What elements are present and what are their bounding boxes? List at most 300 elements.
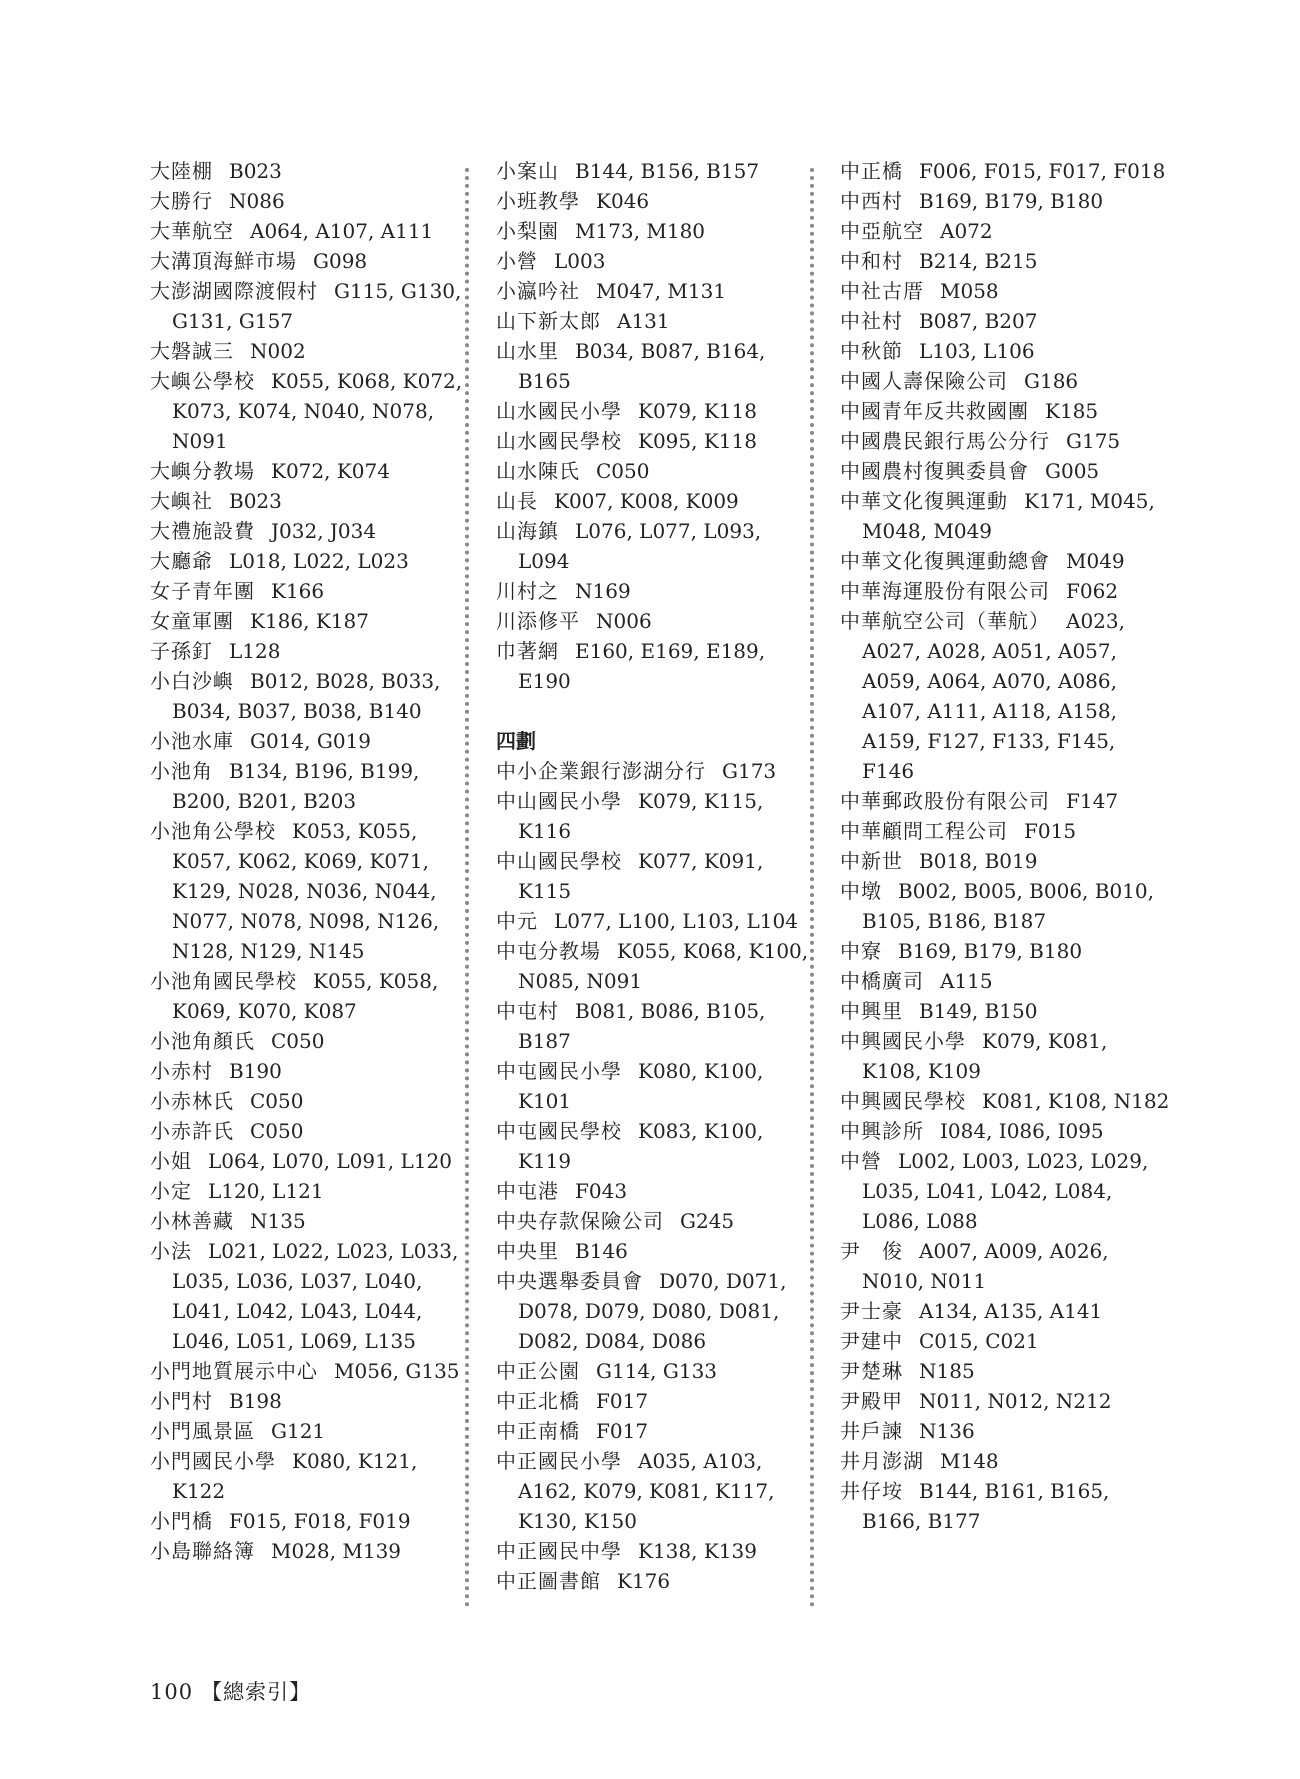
index-references: K055, K058, K069, K070, K087 — [172, 969, 439, 1023]
index-entry — [150, 1206, 470, 1236]
index-term: 中央里 — [496, 1239, 559, 1263]
index-column-2 — [496, 156, 816, 1596]
index-references: L002, L003, L023, L029, L035, L041, L042, L084, L086, L088 — [862, 1149, 1149, 1233]
index-term: 小班教學 — [496, 189, 580, 213]
index-references: B144, B156, B157 — [575, 159, 760, 183]
index-term: 大禮施設費 — [150, 519, 255, 543]
index-references: F062 — [1066, 579, 1119, 603]
index-entry — [150, 726, 470, 756]
index-term: 中興國民學校 — [840, 1089, 966, 1113]
index-term: 中華航空公司（華航） — [840, 609, 1050, 633]
index-entry — [496, 1056, 816, 1116]
index-entry — [840, 1026, 1170, 1086]
index-entry — [150, 576, 470, 606]
index-term: 中西村 — [840, 189, 903, 213]
index-entry — [496, 636, 816, 696]
index-term: 中華海運股份有限公司 — [840, 579, 1050, 603]
index-entry — [150, 1236, 470, 1356]
index-term: 小赤許氏 — [150, 1119, 234, 1143]
index-entry — [840, 1446, 1170, 1476]
index-entry — [840, 366, 1170, 396]
index-references: K055, K068, K100, N085, N091 — [518, 939, 809, 993]
index-entry — [150, 1536, 470, 1566]
index-term: 小池角國民學校 — [150, 969, 297, 993]
index-term: 子孫釘 — [150, 639, 213, 663]
index-term: 中社村 — [840, 309, 903, 333]
index-entry — [840, 276, 1170, 306]
index-references: K186, K187 — [250, 609, 369, 633]
index-references: M058 — [940, 279, 999, 303]
index-references: A072 — [940, 219, 993, 243]
index-entry — [496, 426, 816, 456]
index-term: 小門國民小學 — [150, 1449, 276, 1473]
index-references: K046 — [596, 189, 650, 213]
index-entry — [840, 186, 1170, 216]
index-references: A035, A103, A162, K079, K081, K117, K130, K150 — [518, 1449, 775, 1533]
index-references: G114, G133 — [596, 1359, 718, 1383]
index-references: K053, K055, K057, K062, K069, K071, K129, N028, N036, N044, N077, N078, N098, N126, N128, N129, N145 — [172, 819, 440, 963]
index-term: 山水國民學校 — [496, 429, 622, 453]
index-references: L064, L070, L091, L120 — [208, 1149, 452, 1173]
index-entry — [150, 1446, 470, 1506]
index-entry — [496, 276, 816, 306]
index-references: N086 — [229, 189, 285, 213]
index-term: 小營 — [496, 249, 538, 273]
index-entry — [496, 1206, 816, 1236]
index-term: 中華郵政股份有限公司 — [840, 789, 1050, 813]
index-term: 小定 — [150, 1179, 192, 1203]
index-entry — [150, 156, 470, 186]
index-entry — [496, 246, 816, 276]
index-references: K055, K068, K072, K073, K074, N040, N078, N091 — [172, 369, 463, 453]
index-references: N136 — [919, 1419, 975, 1443]
index-entry — [150, 216, 470, 246]
index-references: G245 — [680, 1209, 735, 1233]
index-term: 小池角顏氏 — [150, 1029, 255, 1053]
index-entry — [840, 246, 1170, 276]
index-entry — [150, 336, 470, 366]
index-entry — [840, 846, 1170, 876]
index-references: K166 — [271, 579, 325, 603]
index-references: M148 — [940, 1449, 999, 1473]
index-entry — [150, 246, 470, 276]
index-term: 女子青年團 — [150, 579, 255, 603]
index-term: 大陸棚 — [150, 159, 213, 183]
index-term: 小赤林氏 — [150, 1089, 234, 1113]
index-entry — [150, 1116, 470, 1146]
index-term: 中橋廣司 — [840, 969, 924, 993]
index-references: B018, B019 — [919, 849, 1038, 873]
page-footer — [150, 1676, 311, 1706]
index-references: G186 — [1024, 369, 1079, 393]
index-entry — [840, 606, 1170, 786]
index-references: F017 — [596, 1389, 649, 1413]
index-term: 中華文化復興運動 — [840, 489, 1008, 513]
index-entry — [150, 1026, 470, 1056]
index-references: B169, B179, B180 — [919, 189, 1104, 213]
index-references: B034, B087, B164, B165 — [518, 339, 766, 393]
index-entry — [150, 1176, 470, 1206]
index-entry — [840, 336, 1170, 366]
index-entry — [840, 936, 1170, 966]
index-entry — [150, 756, 470, 816]
index-entry — [840, 996, 1170, 1026]
index-entry — [840, 216, 1170, 246]
index-references: M056, G135 — [334, 1359, 460, 1383]
index-entry — [840, 1356, 1170, 1386]
index-entry — [496, 1386, 816, 1416]
index-entry — [840, 1116, 1170, 1146]
index-references: F017 — [596, 1419, 649, 1443]
index-entry — [496, 906, 816, 936]
index-term: 中亞航空 — [840, 219, 924, 243]
index-term: 尹楚琳 — [840, 1359, 903, 1383]
index-references: N006 — [596, 609, 652, 633]
index-references: B190 — [229, 1059, 282, 1083]
index-references: K072, K074 — [271, 459, 390, 483]
index-entry — [496, 576, 816, 606]
index-entry — [840, 1386, 1170, 1416]
index-entry — [150, 666, 470, 726]
index-entry — [150, 486, 470, 516]
index-term: 大華航空 — [150, 219, 234, 243]
index-entry — [496, 456, 816, 486]
index-references: K095, K118 — [638, 429, 757, 453]
index-term: 小池角 — [150, 759, 213, 783]
index-references: K083, K100, K119 — [518, 1119, 764, 1173]
index-references: B144, B161, B165, B166, B177 — [862, 1479, 1110, 1533]
index-references: C015, C021 — [919, 1329, 1039, 1353]
index-term: 小姐 — [150, 1149, 192, 1173]
index-term: 中央存款保險公司 — [496, 1209, 664, 1233]
index-entry — [496, 1536, 816, 1566]
index-entry — [840, 1236, 1170, 1296]
index-term: 山下新太郎 — [496, 309, 601, 333]
index-term: 中華文化復興運動總會 — [840, 549, 1050, 573]
index-term: 尹建中 — [840, 1329, 903, 1353]
index-term: 中正國民小學 — [496, 1449, 622, 1473]
index-entry — [150, 186, 470, 216]
index-term: 中正國民中學 — [496, 1539, 622, 1563]
index-term: 中墩 — [840, 879, 882, 903]
index-references: K079, K118 — [638, 399, 757, 423]
index-references: B023 — [229, 159, 282, 183]
index-entry — [150, 516, 470, 546]
index-term: 大勝行 — [150, 189, 213, 213]
index-references: K079, K115, K116 — [518, 789, 764, 843]
index-references: I084, I086, I095 — [940, 1119, 1104, 1143]
index-references: G098 — [313, 249, 368, 273]
index-term: 大磐誠三 — [150, 339, 234, 363]
index-entry — [150, 636, 470, 666]
index-term: 中國農民銀行馬公分行 — [840, 429, 1050, 453]
index-term: 中元 — [496, 909, 538, 933]
index-entry — [840, 486, 1170, 546]
index-term: 川村之 — [496, 579, 559, 603]
index-term: 中屯村 — [496, 999, 559, 1023]
index-entry — [496, 1416, 816, 1446]
index-entry — [150, 966, 470, 1026]
index-references: F015, F018, F019 — [229, 1509, 411, 1533]
index-references: K176 — [617, 1569, 671, 1593]
index-term: 山水里 — [496, 339, 559, 363]
index-references: K080, K100, K101 — [518, 1059, 764, 1113]
index-entry — [150, 1356, 470, 1386]
index-references: L018, L022, L023 — [229, 549, 409, 573]
index-entry — [496, 1356, 816, 1386]
index-term: 中正圖書館 — [496, 1569, 601, 1593]
index-entry — [840, 786, 1170, 816]
index-references: B149, B150 — [919, 999, 1038, 1023]
index-references: L077, L100, L103, L104 — [554, 909, 798, 933]
index-entry — [150, 1146, 470, 1176]
index-references: K138, K139 — [638, 1539, 757, 1563]
index-entry — [496, 756, 816, 786]
index-entry — [840, 816, 1170, 846]
index-term: 中寮 — [840, 939, 882, 963]
index-term: 中屯分教場 — [496, 939, 601, 963]
index-references: C050 — [250, 1089, 304, 1113]
index-references: C050 — [250, 1119, 304, 1143]
index-term: 小林善藏 — [150, 1209, 234, 1233]
index-references: B012, B028, B033, B034, B037, B038, B140 — [172, 669, 441, 723]
index-entry — [840, 1146, 1170, 1236]
section-label: 【總索引】 — [201, 1680, 312, 1704]
index-references: K077, K091, K115 — [518, 849, 764, 903]
index-references: M173, M180 — [575, 219, 706, 243]
index-term: 川添修平 — [496, 609, 580, 633]
index-term: 山水陳氏 — [496, 459, 580, 483]
index-references: B002, B005, B006, B010, B105, B186, B187 — [862, 879, 1154, 933]
index-references: L003 — [554, 249, 606, 273]
index-entry — [840, 1296, 1170, 1326]
index-references: B146 — [575, 1239, 628, 1263]
index-references: B214, B215 — [919, 249, 1038, 273]
index-references: D070, D071, D078, D079, D080, D081, D082, D084, D086 — [518, 1269, 787, 1353]
index-entry — [150, 1056, 470, 1086]
index-entry — [496, 1566, 816, 1596]
index-entry — [496, 396, 816, 426]
index-entry — [150, 546, 470, 576]
index-references: G005 — [1045, 459, 1100, 483]
index-term: 尹殿甲 — [840, 1389, 903, 1413]
section-heading: 四劃 — [496, 729, 536, 753]
index-references: G115, G130, G131, G157 — [172, 279, 462, 333]
index-references: A115 — [940, 969, 993, 993]
index-references: M049 — [1066, 549, 1125, 573]
index-term: 中社古厝 — [840, 279, 924, 303]
index-entry — [496, 216, 816, 246]
index-term: 小池水庫 — [150, 729, 234, 753]
index-term: 中小企業銀行澎湖分行 — [496, 759, 706, 783]
index-references: L128 — [229, 639, 281, 663]
index-term: 中正橋 — [840, 159, 903, 183]
index-references: G121 — [271, 1419, 326, 1443]
index-term: 小案山 — [496, 159, 559, 183]
index-references: L076, L077, L093, L094 — [518, 519, 762, 573]
index-term: 中屯國民小學 — [496, 1059, 622, 1083]
index-references: K007, K008, K009 — [554, 489, 739, 513]
index-term: 井仔垵 — [840, 1479, 903, 1503]
index-term: 小法 — [150, 1239, 192, 1263]
index-references: L120, L121 — [208, 1179, 324, 1203]
index-entry — [150, 816, 470, 966]
index-term: 女童軍團 — [150, 609, 234, 633]
index-entry — [496, 1116, 816, 1176]
index-term: 小門地質展示中心 — [150, 1359, 318, 1383]
index-references: N002 — [250, 339, 306, 363]
index-column-3 — [840, 156, 1170, 1536]
index-entry — [150, 1386, 470, 1416]
index-entry — [496, 846, 816, 906]
index-term: 中和村 — [840, 249, 903, 273]
index-references: B198 — [229, 1389, 282, 1413]
index-term: 小白沙嶼 — [150, 669, 234, 693]
index-entry — [840, 156, 1170, 186]
index-entry — [840, 546, 1170, 576]
index-term: 小門風景區 — [150, 1419, 255, 1443]
index-entry — [496, 156, 816, 186]
index-references: F043 — [575, 1179, 628, 1203]
index-term: 中興診所 — [840, 1119, 924, 1143]
index-entry — [840, 1416, 1170, 1446]
index-term: 中山國民小學 — [496, 789, 622, 813]
index-references: E160, E169, E189, E190 — [518, 639, 766, 693]
index-entry — [496, 186, 816, 216]
index-term: 中國農村復興委員會 — [840, 459, 1029, 483]
index-entry — [150, 1506, 470, 1536]
index-entry — [496, 516, 816, 576]
index-entry — [150, 456, 470, 486]
index-references: C050 — [596, 459, 650, 483]
index-term: 尹士豪 — [840, 1299, 903, 1323]
index-term: 小門橋 — [150, 1509, 213, 1533]
index-term: 井戶諫 — [840, 1419, 903, 1443]
index-term: 中央選舉委員會 — [496, 1269, 643, 1293]
index-references: F006, F015, F017, F018 — [919, 159, 1166, 183]
index-entry — [496, 1266, 816, 1356]
index-references: B087, B207 — [919, 309, 1038, 333]
index-term: 山水國民小學 — [496, 399, 622, 423]
index-entry — [150, 1416, 470, 1446]
index-term: 中正公園 — [496, 1359, 580, 1383]
index-term: 中秋節 — [840, 339, 903, 363]
index-entry — [150, 606, 470, 636]
index-entry — [150, 276, 470, 336]
index-term: 大廳爺 — [150, 549, 213, 573]
index-entry — [840, 966, 1170, 996]
index-term: 小島聯絡簿 — [150, 1539, 255, 1563]
index-entry — [150, 366, 470, 456]
index-term: 中華顧問工程公司 — [840, 819, 1008, 843]
index-entry — [840, 306, 1170, 336]
index-entry — [150, 1086, 470, 1116]
index-term: 中新世 — [840, 849, 903, 873]
index-entry — [496, 606, 816, 636]
page-number: 100 — [150, 1680, 194, 1704]
index-term: 大嶼公學校 — [150, 369, 255, 393]
index-references: K081, K108, N182 — [982, 1089, 1170, 1113]
index-entry — [840, 426, 1170, 456]
index-references: A064, A107, A111 — [250, 219, 434, 243]
index-entry — [840, 1086, 1170, 1116]
index-term: 小梨園 — [496, 219, 559, 243]
index-term: 大嶼社 — [150, 489, 213, 513]
index-term: 中興里 — [840, 999, 903, 1023]
index-references: N169 — [575, 579, 631, 603]
index-references: J032, J034 — [271, 519, 377, 543]
index-term: 中山國民學校 — [496, 849, 622, 873]
index-entry — [840, 1476, 1170, 1536]
index-entry — [496, 306, 816, 336]
index-term: 尹 俊 — [840, 1239, 903, 1263]
index-references: A131 — [617, 309, 670, 333]
index-term: 中國人壽保險公司 — [840, 369, 1008, 393]
index-references: F015 — [1024, 819, 1077, 843]
index-references: B023 — [229, 489, 282, 513]
index-references: G173 — [722, 759, 777, 783]
index-entry — [496, 1446, 816, 1536]
index-term: 小池角公學校 — [150, 819, 276, 843]
index-entry — [496, 486, 816, 516]
index-references: L103, L106 — [919, 339, 1035, 363]
index-references: K080, K121, K122 — [172, 1449, 418, 1503]
index-references: G014, G019 — [250, 729, 372, 753]
index-entry — [840, 1326, 1170, 1356]
index-references: B134, B196, B199, B200, B201, B203 — [172, 759, 420, 813]
index-term: 小瀛吟社 — [496, 279, 580, 303]
index-entry — [840, 876, 1170, 936]
index-term: 中屯國民學校 — [496, 1119, 622, 1143]
index-references: K171, M045, M048, M049 — [862, 489, 1155, 543]
index-term: 山海鎮 — [496, 519, 559, 543]
index-term: 中國青年反共救國團 — [840, 399, 1029, 423]
index-references: M047, M131 — [596, 279, 727, 303]
index-entry — [496, 996, 816, 1056]
index-references: K079, K081, K108, K109 — [862, 1029, 1108, 1083]
index-references: M028, M139 — [271, 1539, 402, 1563]
index-term: 小赤村 — [150, 1059, 213, 1083]
index-term: 中正南橋 — [496, 1419, 580, 1443]
index-references: K185 — [1045, 399, 1099, 423]
index-entry — [840, 576, 1170, 606]
index-term: 大嶼分教場 — [150, 459, 255, 483]
index-entry — [840, 456, 1170, 486]
index-references: A134, A135, A141 — [919, 1299, 1103, 1323]
index-references: A007, A009, A026, N010, N011 — [862, 1239, 1109, 1293]
index-references: N135 — [250, 1209, 306, 1233]
index-references: B169, B179, B180 — [898, 939, 1083, 963]
index-entry — [496, 936, 816, 996]
index-column-1 — [150, 156, 470, 1566]
index-references: A023, A027, A028, A051, A057, A059, A064, A070, A086, A107, A111, A118, A158, A159, F127, F133, F145, F146 — [862, 609, 1125, 783]
index-term: 井月澎湖 — [840, 1449, 924, 1473]
index-term: 山長 — [496, 489, 538, 513]
index-term: 大澎湖國際渡假村 — [150, 279, 318, 303]
index-term: 中屯港 — [496, 1179, 559, 1203]
index-term: 大溝頂海鮮市場 — [150, 249, 297, 273]
index-term: 中興國民小學 — [840, 1029, 966, 1053]
index-references: B081, B086, B105, B187 — [518, 999, 766, 1053]
index-term: 巾著網 — [496, 639, 559, 663]
index-entry — [496, 1176, 816, 1206]
index-term: 小門村 — [150, 1389, 213, 1413]
index-entry — [840, 396, 1170, 426]
index-entry — [496, 786, 816, 846]
index-references: C050 — [271, 1029, 325, 1053]
index-term: 中營 — [840, 1149, 882, 1173]
index-term: 中正北橋 — [496, 1389, 580, 1413]
